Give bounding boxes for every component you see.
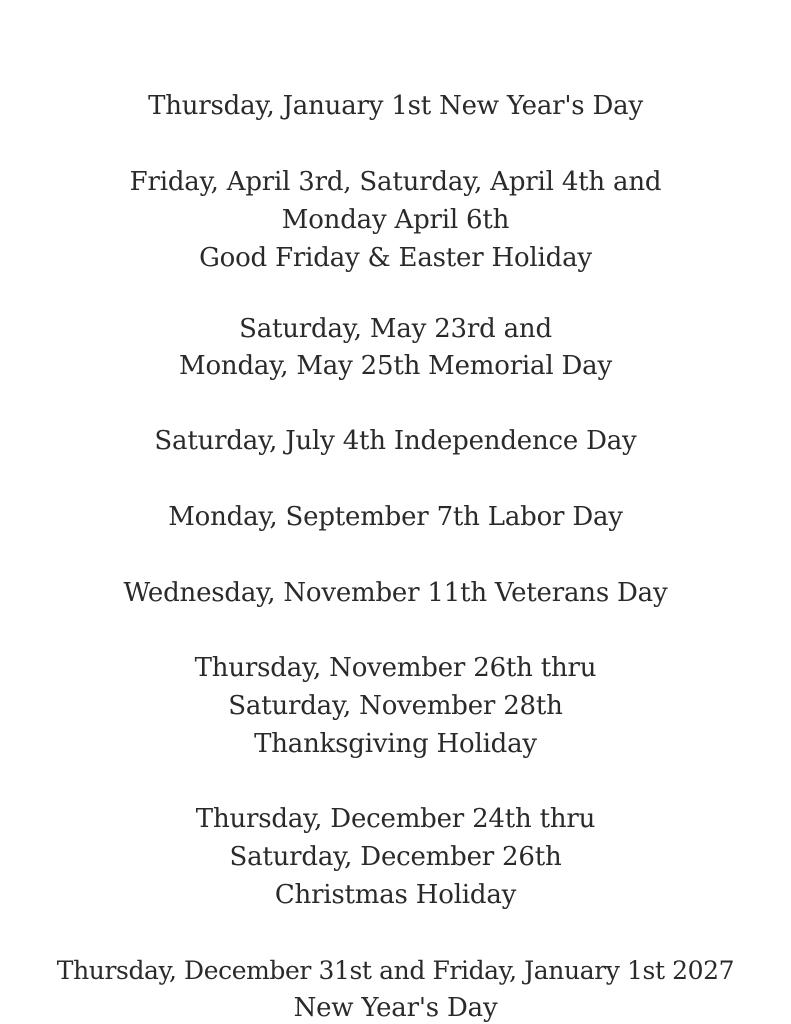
holiday-new-years-2027-line-1: Thursday, December 31st and Friday, January 1st 2027 [56, 956, 735, 985]
holiday-veterans-day-line-1: Wednesday, November 11th Veterans Day [123, 578, 668, 608]
holiday-independence-day-line-1: Saturday, July 4th Independence Day [154, 426, 637, 456]
holiday-new-years-2027-line-2: New Year's Day [293, 993, 498, 1023]
holiday-thanksgiving-line-3: Thanksgiving Holiday [254, 729, 537, 759]
holiday-christmas-line-1: Thursday, December 24th thru [195, 804, 596, 834]
holiday-thanksgiving-line-2: Saturday, November 28th [228, 691, 563, 721]
holiday-easter-line-3: Good Friday & Easter Holiday [199, 243, 592, 273]
holiday-christmas-line-3: Christmas Holiday [274, 880, 517, 910]
holiday-easter-line-2: Monday April 6th [281, 205, 510, 235]
holiday-new-years-day-line-1: Thursday, January 1st New Year's Day [148, 91, 643, 121]
holiday-thanksgiving-line-1: Thursday, November 26th thru [194, 653, 597, 683]
holiday-christmas-line-2: Saturday, December 26th [229, 842, 562, 872]
holiday-labor-day-line-1: Monday, September 7th Labor Day [168, 502, 623, 532]
holiday-easter-line-1: Friday, April 3rd, Saturday, April 4th and [129, 167, 662, 197]
holiday-memorial-day-line-1: Saturday, May 23rd and [239, 314, 552, 344]
holiday-memorial-day-line-2: Monday, May 25th Memorial Day [179, 351, 612, 381]
